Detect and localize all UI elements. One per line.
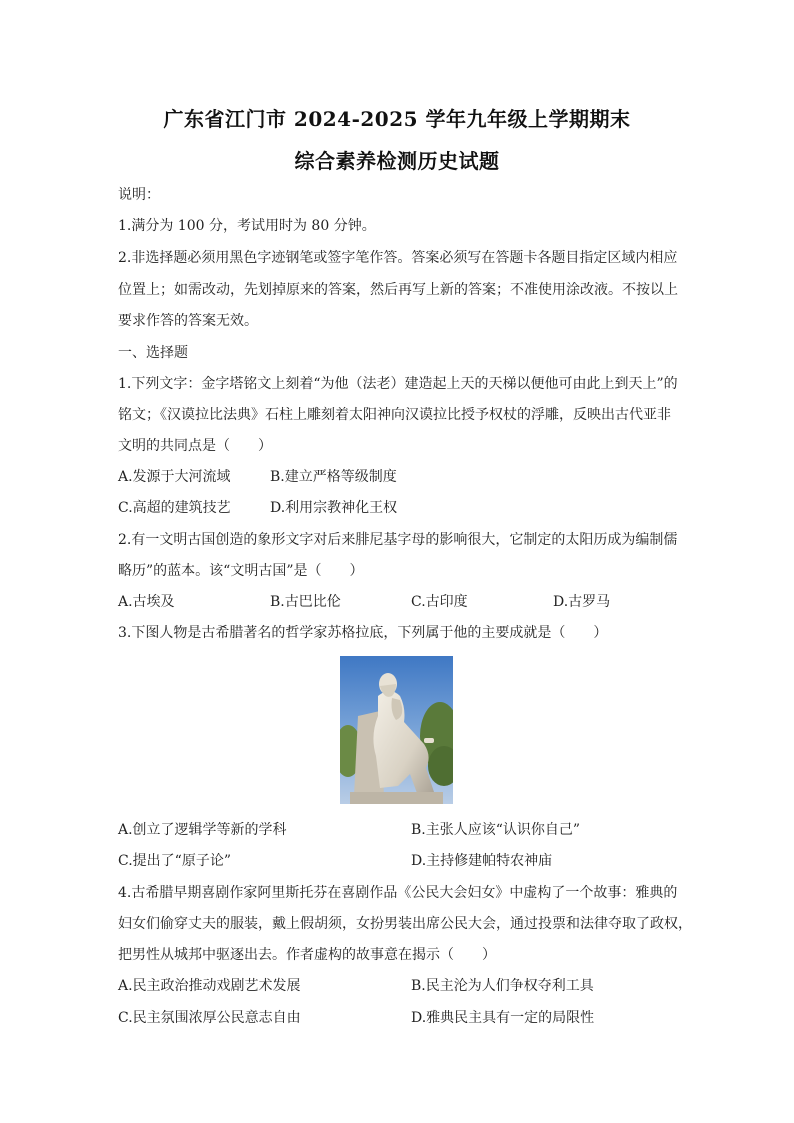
question-2-stem-line1: 2.有一文明古国创造的象形文字对后来腓尼基字母的影响很大，它制定的太阳历成为编制儒 (118, 532, 678, 548)
socrates-statue-image (340, 656, 453, 804)
question-3-stem-line1: 3.下图人物是古希腊著名的哲学家苏格拉底，下列属于他的主要成就是（ ） (118, 625, 608, 641)
question-1-stem-line3: 文明的共同点是（ ） (118, 438, 272, 454)
question-2-option-a: A.古埃及 (118, 594, 175, 610)
question-3-option-d: D.主持修建帕特农神庙 (411, 853, 553, 869)
question-2-stem-line2: 略历”的蓝本。该“文明古国”是（ ） (118, 563, 364, 579)
question-3-option-a: A.创立了逻辑学等新的学科 (118, 822, 287, 838)
question-2-option-d: D.古罗马 (553, 594, 611, 610)
instruction-item-2-line2: 位置上；如需改动，先划掉原来的答案，然后再写上新的答案；不准使用涂改液。不按以上 (118, 282, 678, 298)
question-1-stem-line2: 铭文；《汉谟拉比法典》石柱上雕刻着太阳神向汉谟拉比授予权杖的浮雕，反映出古代亚非 (118, 407, 671, 423)
exam-title-line1: 广东省江门市 2024-2025 学年九年级上学期期末 (163, 107, 631, 131)
question-4-option-b: B.民主沦为人们争权夺利工具 (411, 978, 594, 994)
question-2-option-c: C.古印度 (411, 594, 468, 610)
question-4-stem-line2: 妇女们偷穿丈夫的服装，戴上假胡须，女扮男装出席公民大会，通过投票和法律夺取了政权， (118, 916, 692, 932)
question-1-option-d: D.利用宗教神化王权 (270, 500, 398, 516)
question-4-stem-line3: 把男性从城邦中驱逐出去。作者虚构的故事意在揭示（ ） (118, 947, 496, 963)
question-4-option-c: C.民主氛围浓厚公民意志自由 (118, 1010, 301, 1026)
question-4-option-a: A.民主政治推动戏剧艺术发展 (118, 978, 301, 994)
question-4-option-d: D.雅典民主具有一定的局限性 (411, 1010, 595, 1026)
question-1-option-b: B.建立严格等级制度 (270, 469, 397, 485)
question-1-option-a: A.发源于大河流域 (118, 469, 231, 485)
question-2-option-b: B.古巴比伦 (270, 594, 341, 610)
exam-title-line2: 综合素养检测历史试题 (294, 149, 500, 173)
instruction-item-2-line1: 2.非选择题必须用黑色字迹钢笔或签字笔作答。答案必须写在答题卡各题目指定区域内相应 (118, 250, 678, 266)
question-4-stem-line1: 4.古希腊早期喜剧作家阿里斯托芬在喜剧作品《公民大会妇女》中虚构了一个故事：雅典的 (118, 885, 678, 901)
section-heading: 一、选择题 (118, 345, 188, 361)
question-3-option-c: C.提出了“原子论” (118, 853, 231, 869)
question-1-option-c: C.高超的建筑技艺 (118, 500, 231, 516)
instruction-item-2-line3: 要求作答的答案无效。 (118, 313, 258, 329)
question-1-stem-line1: 1.下列文字：金字塔铭文上刻着“为他（法老）建造起上天的天梯以便他可由此上到天上”的 (118, 376, 678, 392)
instruction-item-1: 1.满分为 100 分，考试用时为 80 分钟。 (118, 218, 376, 234)
question-3-option-b: B.主张人应该“认识你自己” (411, 822, 581, 838)
instructions-heading: 说明： (118, 187, 160, 203)
